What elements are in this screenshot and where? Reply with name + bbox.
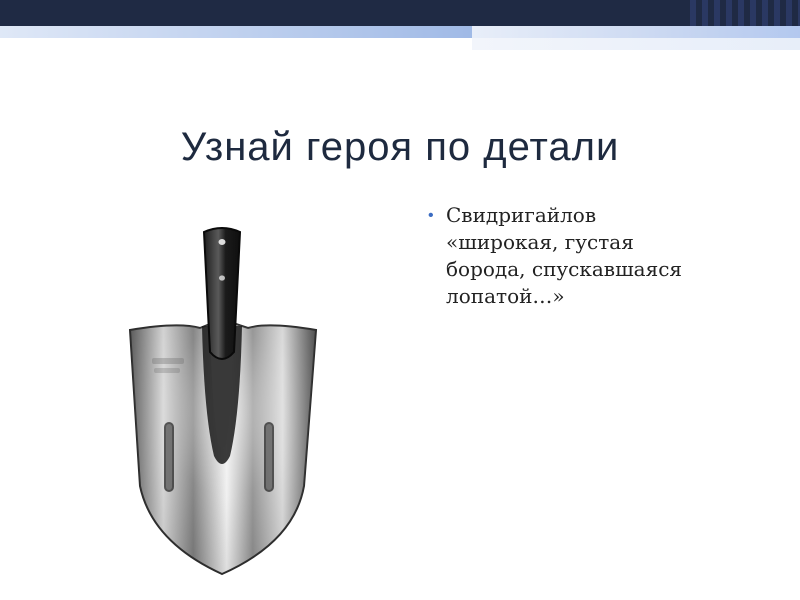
top-band [0,0,800,26]
shovel-image [118,224,328,584]
bullet-item [428,202,768,310]
bullet-line-4: лопатой…» [446,284,565,308]
bullet-line-1: Свидригайлов [446,203,597,227]
slide-title: Узнай героя по детали [180,125,620,169]
bullet-line-2: «широкая, густая [446,230,634,254]
bullet-line-3: борода, спускавшаяся [446,257,683,281]
shovel-icon [118,224,328,584]
bullet-text [446,202,768,310]
top-band-pattern [690,0,800,26]
sub-band-notch [472,26,800,50]
bullet-dot-icon: • [428,207,434,224]
bullet-list [428,202,768,310]
